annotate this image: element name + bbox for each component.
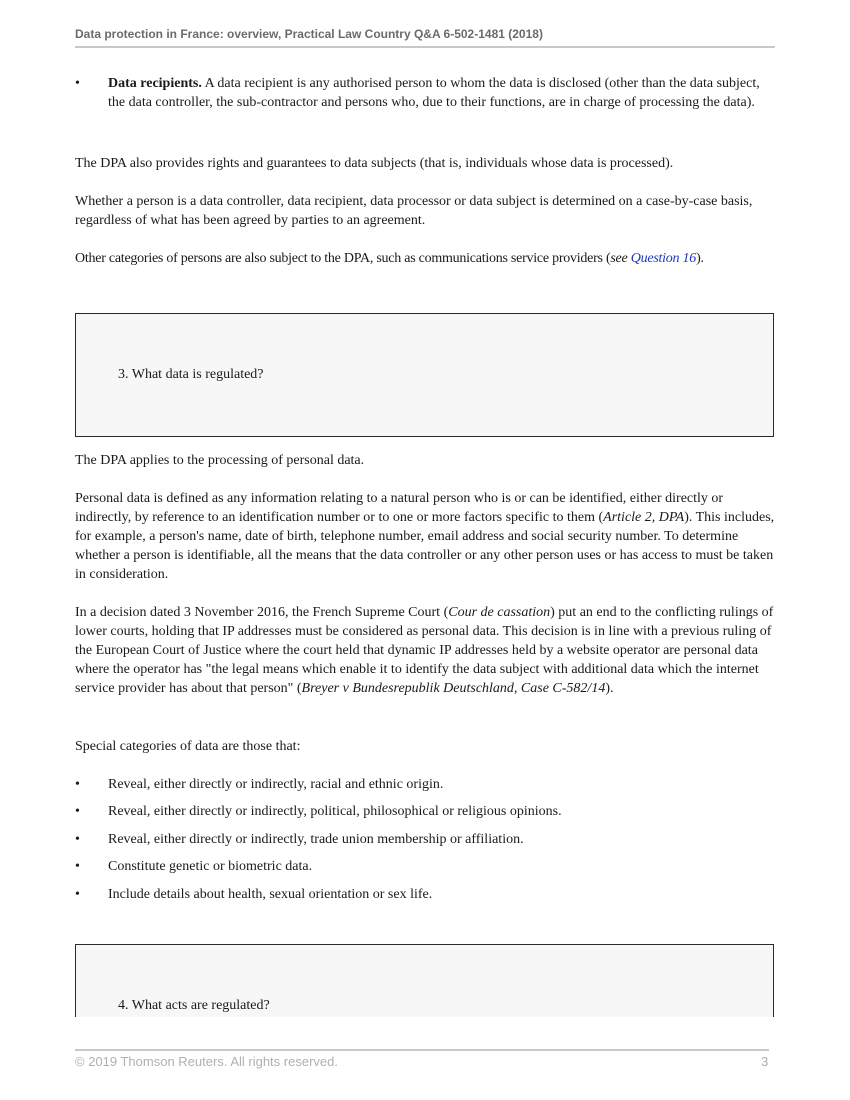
- paragraph-dpa-applies: The DPA applies to the processing of personal data.: [75, 453, 365, 468]
- question-4-title: 4. What acts are regulated?: [118, 998, 270, 1013]
- bullet-icon: •: [75, 804, 80, 819]
- bullet-icon: •: [75, 832, 80, 847]
- header-divider: [75, 46, 775, 48]
- term-data-recipients: Data recipients.: [108, 76, 202, 91]
- question-3-title: 3. What data is regulated?: [118, 367, 264, 382]
- bullet-icon: •: [75, 859, 80, 874]
- paragraph-other-categories: Other categories of persons are also subject to the DPA, such as communications service providers (see Question 16).: [75, 251, 704, 266]
- page-number: 3: [761, 1054, 769, 1069]
- running-header: Data protection in France: overview, Practical Law Country Q&A 6-502-1481 (2018): [75, 27, 543, 41]
- bullet-icon: •: [75, 777, 80, 792]
- copyright-notice: © 2019 Thomson Reuters. All rights reserved.: [75, 1054, 338, 1069]
- definition-data-recipients: A data recipient is any authorised person to whom the data is disclosed (other than the data subject, the data controller, the sub-contractor and persons who, due to their functions, are in charge of processing the data).: [108, 76, 760, 110]
- case-citation: Breyer v Bundesrepublik Deutschland, Case C-582/14: [301, 681, 606, 696]
- footer-divider: [75, 1049, 769, 1051]
- paragraph-ip-addresses: In a decision dated 3 November 2016, the French Supreme Court (Cour de cassation) put an end to the conflicting rulings of lower courts, holding that IP addresses must be considered as personal data. This decision is in line with a previous ruling of the European Court of Justice where the court held that dynamic IP addresses held by a website operator are personal data where the operator has "the legal means which enable it to identify the data subject with additional data which the internet service provider has about that person" (Breyer v Bundesrepublik Deutschland, Case C-582/14).: [75, 605, 774, 696]
- bullet-icon: •: [75, 76, 80, 91]
- paragraph-special-categories: Special categories of data are those that:: [75, 739, 301, 754]
- question-16-link[interactable]: Question 16: [630, 251, 697, 266]
- question-heading-box: [75, 313, 774, 437]
- paragraph-rights: The DPA also provides rights and guarantees to data subjects (that is, individuals whose data is processed).: [75, 156, 674, 171]
- paragraph-case-by-case: Whether a person is a data controller, data recipient, data processor or data subject is determined on a case-by-case basis, regardless of what has been agreed by parties to an agreement.: [75, 194, 753, 228]
- bullet-icon: •: [75, 887, 80, 902]
- document-page: Data protection in France: overview, Practical Law Country Q&A 6-502-1481 (2018) • Data recipients. A data recipient is any authorised person to whom the data is disclosed (other than the data subject, the data controller, the sub-contractor and persons who, due to their functions, are in charge of processing the data). The DPA also provides rights and guarantees to data subjects (that is, individuals whose data is processed). Whether a person is a data controller, data recipient, data processor or data subject is determined on a case-by-case basis, regardless of what has been agreed by parties to an agreement. Other categories of persons are also subject to the DPA, such as communications service providers (see Question 16). 3. What data is regulated? The DPA applies to the processing of personal data. Personal data is defined as any information relating to a natural person who is or can be identified, either directly or indirectly, by reference to an identification number or to one or more factors specific to them (Article 2, DPA). This includes, for example, a person's name, date of birth, telephone number, email address and social security number. To determine whether a person is identifiable, all the means that the data controller or any other person uses or has access to must be taken in consideration. In a decision dated 3 November 2016, the French Supreme Court (Cour de cassation) put an end to the conflicting rulings of lower courts, holding that IP addresses must be considered as personal data. This decision is in line with a previous ruling of the European Court of Justice where the court held that dynamic IP addresses held by a website operator are personal data where the operator has "the legal means which enable it to identify the data subject with additional data which the internet service provider has about that person" (Breyer v Bundesrepublik Deutschland, Case C-582/14). Special categories of data are those that: • Reveal, either directly or indirectly, racial and ethnic origin. • Reveal, either directly or indirectly, political, philosophical or religious opinions. • Reveal, either directly or indirectly, trade union membership or affiliation. • Constitute genetic or biometric data. • Include details about health, sexual orientation or sex life. 4. What acts are regulated? © 2019 Thomson Reuters. All rights reserved. 3: [75, 27, 775, 1069]
- paragraph-personal-data-definition: Personal data is defined as any information relating to a natural person who is or can be identified, either directly or indirectly, by reference to an identification number or to one or more factors specific to them (Article 2, DPA). This includes, for example, a person's name, date of birth, telephone number, email address and social security number. To determine whether a person is identifiable, all the means that the data controller or any other person uses or has access to must be taken in consideration.: [75, 491, 775, 582]
- question-heading-box: [75, 944, 774, 1017]
- court-name: Cour de cassation: [448, 605, 551, 620]
- citation-article-2: Article 2, DPA: [603, 510, 685, 525]
